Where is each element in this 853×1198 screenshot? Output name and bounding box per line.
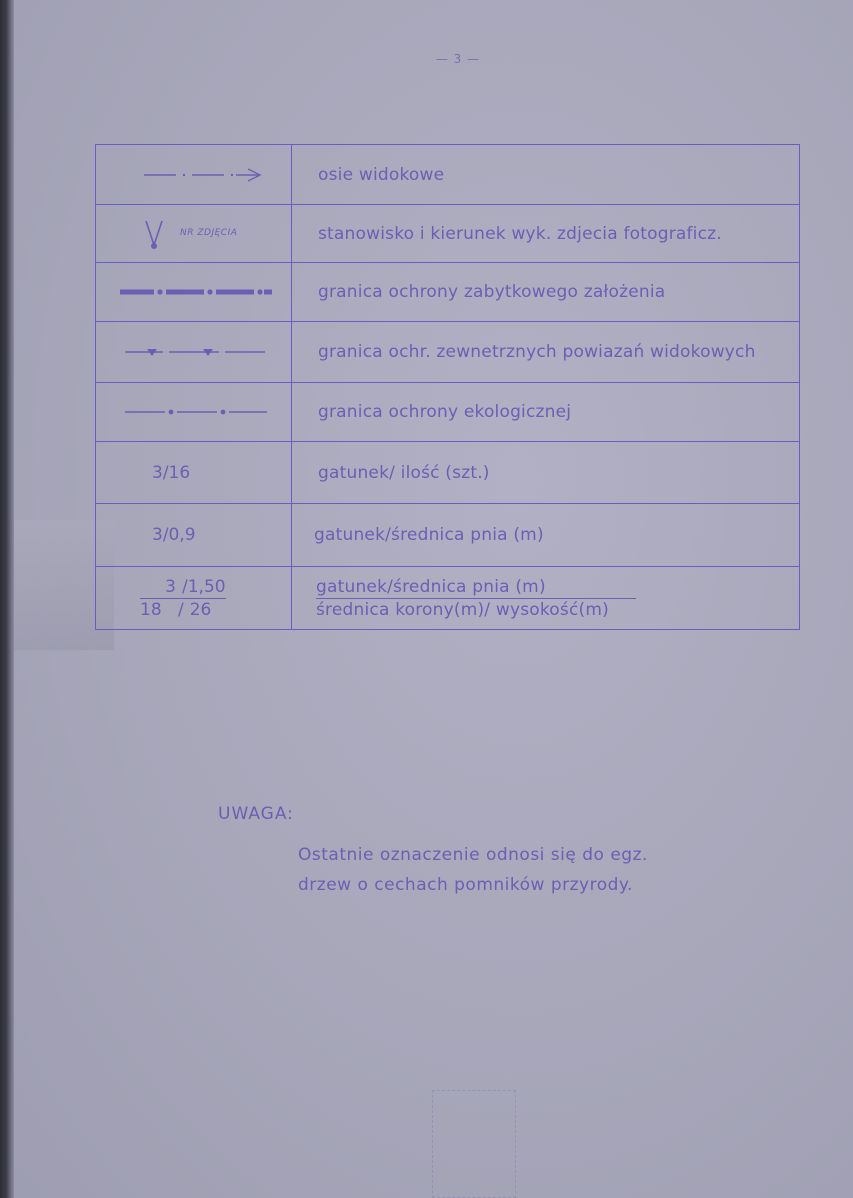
legend-row-external-view-boundary [96,322,799,383]
camera-direction-icon [140,215,180,255]
fraction-height: 26 [189,599,212,620]
fraction-bottom [140,599,211,620]
fraction-slash: / [178,599,184,620]
legend-row-species-diameter [96,504,799,567]
legend-description: granica ochrony zabytkowego założenia [318,282,666,302]
faded-stamp-outline [432,1090,516,1198]
species-count-code: 3/16 [152,462,191,483]
page-number: — 3 — [435,52,481,66]
legend-symbol-cell [96,442,292,503]
triangle-boundary-line-icon [119,342,269,362]
remark-title: UWAGA: [218,804,294,824]
legend-description: granica ochrony ekologicznej [318,402,572,422]
legend-description-line1: gatunek/średnica pnia (m) [316,577,636,599]
fraction-top [140,577,226,599]
legend-symbol-cell [96,145,292,204]
legend-description: osie widokowe [318,164,445,185]
legend-row-view-axes [96,145,799,205]
view-axis-arrow-icon [124,165,264,185]
fraction-slash: / [182,576,188,597]
remark-line-1: Ostatnie oznaczenie odnosi się do egz. [298,845,648,865]
legend-row-ecological-boundary [96,383,799,442]
legend-description: gatunek/ ilość (szt.) [318,462,490,483]
species-diameter-code: 3/0,9 [152,525,196,545]
remark-line-2: drzew o cechach pomników przyrody. [298,875,633,895]
legend-symbol-cell [96,383,292,441]
remark-text [298,840,648,900]
photo-number-note: NR ZDJĘCIA [180,228,238,238]
thick-boundary-line-icon [114,282,274,302]
fraction-trunk-diameter: 1,50 [187,576,226,597]
legend-description: granica ochr. zewnetrznych powiazań widokowych [318,342,756,362]
legend-symbol-cell [96,205,292,262]
legend-row-photo-position [96,205,799,263]
legend-row-monument-boundary [96,263,799,322]
legend-symbol-cell [96,263,292,321]
legend-description-line2: średnica korony(m)/ wysokość(m) [316,599,609,620]
legend-description: stanowisko i kierunek wyk. zdjecia fotograficz. [318,223,722,244]
legend-description: gatunek/średnica pnia (m) [314,525,544,545]
fraction-species: 3 [165,576,176,597]
legend-row-tree-dimensions [96,567,799,629]
legend-table [95,144,800,630]
legend-description [292,567,799,629]
binding-edge [0,0,14,1198]
legend-symbol-cell [96,322,292,382]
legend-symbol-cell [96,504,292,566]
fraction-crown-diameter: 18 [140,599,162,620]
legend-symbol-cell [96,567,292,629]
legend-row-species-count [96,442,799,504]
dot-boundary-line-icon [119,402,269,422]
